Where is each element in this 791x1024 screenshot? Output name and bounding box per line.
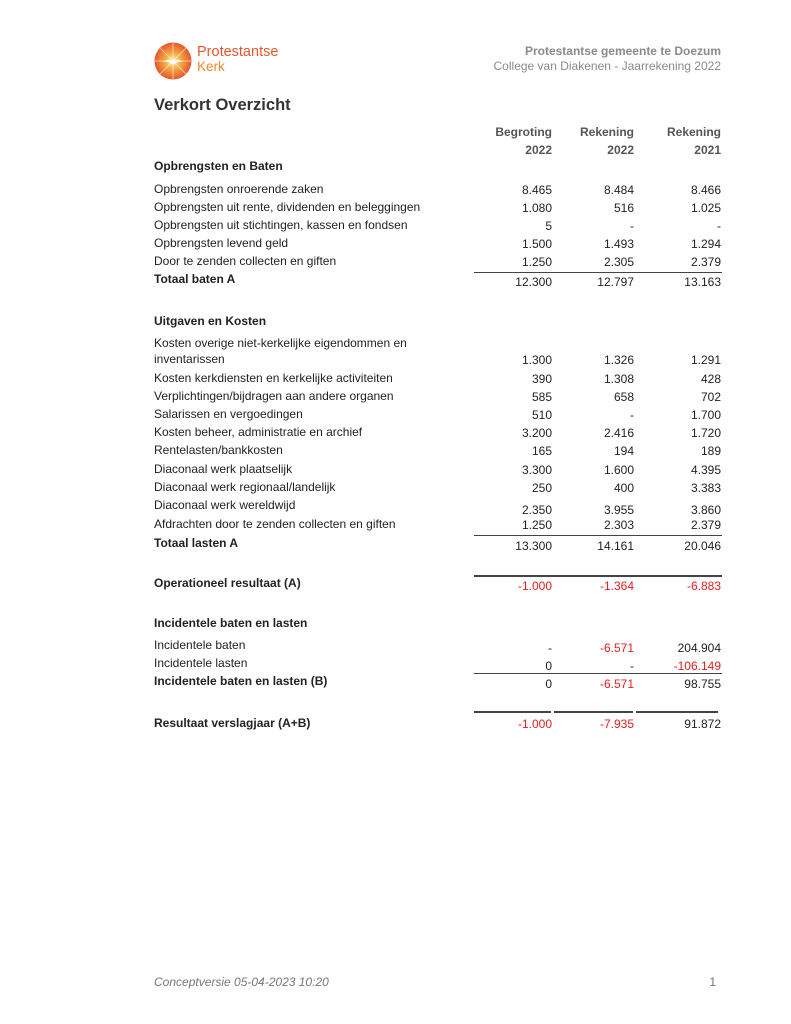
cell-value-col3: 2.379 bbox=[690, 255, 721, 269]
cell-value-col2: 2.303 bbox=[603, 518, 634, 532]
column-header-1-line1: Begroting bbox=[495, 125, 552, 139]
cell-value-col3: -106.149 bbox=[673, 659, 721, 673]
cell-value-col2: -6.571 bbox=[599, 641, 634, 655]
row-label-door-te-zenden-collecten-en-giften: Door te zenden collecten en giften bbox=[154, 254, 337, 268]
cell-value-col3: 1.720 bbox=[690, 426, 721, 440]
cell-value-col3: 1.291 bbox=[690, 353, 721, 367]
version-stamp: Conceptversie 05-04-2023 10:20 bbox=[154, 975, 329, 989]
cell-value-col3: 3.860 bbox=[690, 503, 721, 517]
row-label-opbrengsten-uit-stichtingen-kassen-en-fondsen: Opbrengsten uit stichtingen, kassen en fondsen bbox=[154, 218, 408, 232]
cell-value-col1: 390 bbox=[531, 372, 552, 386]
cell-value-col1: 1.300 bbox=[521, 353, 552, 367]
cell-value-col3: 702 bbox=[700, 390, 721, 404]
row-label-opbrengsten-en-baten: Opbrengsten en Baten bbox=[154, 159, 283, 173]
cell-value-col2: 194 bbox=[613, 444, 634, 458]
cell-value-col2: 1.600 bbox=[603, 463, 634, 477]
cell-value-col3: 8.466 bbox=[690, 183, 721, 197]
table-row bbox=[154, 406, 726, 422]
cell-value-col2: 516 bbox=[613, 201, 634, 215]
column-header-3-line2: 2021 bbox=[694, 143, 721, 157]
cell-value-col3: 98.755 bbox=[684, 677, 721, 691]
cell-value-col1: 510 bbox=[531, 408, 552, 422]
cell-value-col2: 3.955 bbox=[603, 503, 634, 517]
row-label-incidentele-lasten: Incidentele lasten bbox=[154, 656, 248, 670]
cell-value-col1: 165 bbox=[531, 444, 552, 458]
table-row bbox=[154, 516, 726, 532]
cell-value-col2: 14.161 bbox=[597, 539, 634, 553]
cell-value-col1: -1.000 bbox=[517, 579, 552, 593]
cell-value-col1: 585 bbox=[531, 390, 552, 404]
cell-value-col3: 189 bbox=[700, 444, 721, 458]
row-label-totaal-baten-a: Totaal baten A bbox=[154, 272, 236, 286]
cell-value-col2: -7.935 bbox=[599, 717, 634, 731]
row-label-operationeel-resultaat-a: Operationeel resultaat (A) bbox=[154, 576, 301, 590]
row-label-incidentele-baten-en-lasten-b: Incidentele baten en lasten (B) bbox=[154, 674, 328, 688]
cell-value-col3: 91.872 bbox=[684, 717, 721, 731]
column-header-2-line1: Rekening bbox=[579, 125, 634, 139]
total-row bbox=[154, 535, 726, 553]
divider-line bbox=[554, 711, 633, 713]
cell-value-col3: 1.025 bbox=[690, 201, 721, 215]
table-row bbox=[154, 217, 726, 233]
row-label-uitgaven-en-kosten: Uitgaven en Kosten bbox=[154, 314, 267, 328]
row-label-rentelasten-bankkosten: Rentelasten/bankkosten bbox=[154, 443, 283, 457]
cell-value-col1: 5 bbox=[545, 219, 552, 233]
row-label-diaconaal-werk-plaatselijk: Diaconaal werk plaatselijk bbox=[154, 462, 293, 476]
column-header-2-line2: 2022 bbox=[607, 143, 634, 157]
page-number: 1 bbox=[709, 975, 716, 989]
row-label-diaconaal-werk-regionaal-landelijk: Diaconaal werk regionaal/landelijk bbox=[154, 480, 336, 494]
column-header-3-line1: Rekening bbox=[666, 125, 721, 139]
cell-value-col1: - bbox=[548, 641, 552, 655]
cell-value-col1: 3.300 bbox=[521, 463, 552, 477]
cell-value-col1: 13.300 bbox=[515, 539, 552, 553]
cell-value-col3: -6.883 bbox=[686, 579, 721, 593]
section-heading bbox=[154, 158, 726, 174]
table-row bbox=[154, 461, 726, 477]
row-label-opbrengsten-uit-rente-dividenden-en-beleggingen: Opbrengsten uit rente, dividenden en beleggingen bbox=[154, 200, 421, 214]
table-row bbox=[154, 655, 726, 673]
row-label-resultaat-verslagjaar-a-b: Resultaat verslagjaar (A+B) bbox=[154, 716, 311, 730]
table-row bbox=[154, 479, 726, 495]
cell-value-col3: 4.395 bbox=[690, 463, 721, 477]
divider-line bbox=[474, 535, 722, 536]
table-row bbox=[154, 424, 726, 440]
cell-value-col3: 2.379 bbox=[690, 518, 721, 532]
row-label-kosten-kerkdiensten-en-kerkelijke-activiteiten: Kosten kerkdiensten en kerkelijke activiteiten bbox=[154, 371, 393, 385]
cell-value-col2: 400 bbox=[613, 481, 634, 495]
section-heading bbox=[154, 615, 726, 631]
cell-value-col1: 1.250 bbox=[521, 255, 552, 269]
cell-value-col2: 1.326 bbox=[603, 353, 634, 367]
row-label-verplichtingen-bijdragen-aan-andere-organen: Verplichtingen/bijdragen aan andere organen bbox=[154, 389, 394, 403]
cell-value-col2: 12.797 bbox=[597, 275, 634, 289]
row-label-salarissen-en-vergoedingen: Salarissen en vergoedingen bbox=[154, 407, 303, 421]
cell-value-col1: 0 bbox=[545, 677, 552, 691]
table-row bbox=[154, 637, 726, 655]
row-label-afdrachten-door-te-zenden-collecten-en-giften: Afdrachten door te zenden collecten en giften bbox=[154, 517, 396, 531]
cell-value-col1: 3.200 bbox=[521, 426, 552, 440]
cell-value-col2: 658 bbox=[613, 390, 634, 404]
table-row bbox=[154, 442, 726, 458]
table-row bbox=[154, 370, 726, 386]
divider-line bbox=[474, 272, 722, 273]
table-row bbox=[154, 388, 726, 404]
organization-name: Protestantse gemeente te Doezum bbox=[524, 44, 721, 58]
column-header-1-line2: 2022 bbox=[525, 143, 552, 157]
row-label-incidentele-baten-en-lasten: Incidentele baten en lasten bbox=[154, 616, 308, 630]
divider-line bbox=[474, 575, 722, 577]
table-row bbox=[154, 181, 726, 197]
total-row bbox=[154, 575, 726, 593]
cell-value-col2: -6.571 bbox=[599, 677, 634, 691]
row-label-opbrengsten-levend-geld: Opbrengsten levend geld bbox=[154, 236, 289, 250]
cell-value-col2: 1.308 bbox=[603, 372, 634, 386]
table-row bbox=[154, 199, 726, 215]
cell-value-col3: 1.294 bbox=[690, 237, 721, 251]
table-row bbox=[154, 235, 726, 251]
table-row bbox=[154, 497, 726, 517]
cell-value-col3: 1.700 bbox=[690, 408, 721, 422]
row-label-kosten-beheer-administratie-en-archief: Kosten beheer, administratie en archief bbox=[154, 425, 363, 439]
cell-value-col2: - bbox=[630, 659, 634, 673]
cell-value-col2: 1.493 bbox=[603, 237, 634, 251]
cell-value-col2: - bbox=[630, 408, 634, 422]
cell-value-col3: - bbox=[717, 219, 721, 233]
logo-text-protestantse: Protestantse bbox=[197, 44, 279, 60]
cell-value-col3: 428 bbox=[700, 372, 721, 386]
divider-line bbox=[474, 711, 551, 713]
cell-value-col2: - bbox=[630, 219, 634, 233]
page-title: Verkort Overzicht bbox=[154, 96, 291, 114]
cell-value-col3: 13.163 bbox=[684, 275, 721, 289]
cell-value-col2: 2.305 bbox=[603, 255, 634, 269]
document-subtitle: College van Diakenen - Jaarrekening 2022 bbox=[493, 59, 721, 73]
row-label-incidentele-baten: Incidentele baten bbox=[154, 638, 246, 652]
total-row bbox=[154, 715, 726, 731]
cell-value-col1: 2.350 bbox=[521, 503, 552, 517]
cell-value-col1: 8.465 bbox=[521, 183, 552, 197]
cell-value-col1: 1.250 bbox=[521, 518, 552, 532]
divider-line bbox=[636, 711, 718, 713]
table-row bbox=[154, 253, 726, 269]
cell-value-col1: 1.500 bbox=[521, 237, 552, 251]
cell-value-col2: -1.364 bbox=[599, 579, 634, 593]
cell-value-col1: 0 bbox=[545, 659, 552, 673]
total-row bbox=[154, 673, 726, 691]
row-label-kosten-overige-niet-kerkelijke-eigendommen-en-inventarissen: Kosten overige niet-kerkelijke eigendommen en inventarissen bbox=[154, 336, 407, 366]
row-label-diaconaal-werk-wereldwijd: Diaconaal werk wereldwijd bbox=[154, 498, 296, 512]
sun-cross-icon bbox=[154, 42, 192, 80]
cell-value-col1: 12.300 bbox=[515, 275, 552, 289]
cell-value-col3: 20.046 bbox=[684, 539, 721, 553]
total-row bbox=[154, 271, 726, 289]
cell-value-col1: -1.000 bbox=[517, 717, 552, 731]
cell-value-col3: 3.383 bbox=[690, 481, 721, 495]
section-heading bbox=[154, 313, 726, 329]
divider-line bbox=[474, 673, 722, 674]
cell-value-col1: 250 bbox=[531, 481, 552, 495]
row-label-totaal-lasten-a: Totaal lasten A bbox=[154, 536, 239, 550]
cell-value-col2: 8.484 bbox=[603, 183, 634, 197]
logo-text-kerk: Kerk bbox=[197, 59, 225, 74]
table-row bbox=[154, 335, 726, 367]
cell-value-col3: 204.904 bbox=[677, 641, 721, 655]
row-label-opbrengsten-onroerende-zaken: Opbrengsten onroerende zaken bbox=[154, 182, 324, 196]
protestantse-kerk-logo bbox=[154, 42, 294, 82]
cell-value-col1: 1.080 bbox=[521, 201, 552, 215]
cell-value-col2: 2.416 bbox=[603, 426, 634, 440]
